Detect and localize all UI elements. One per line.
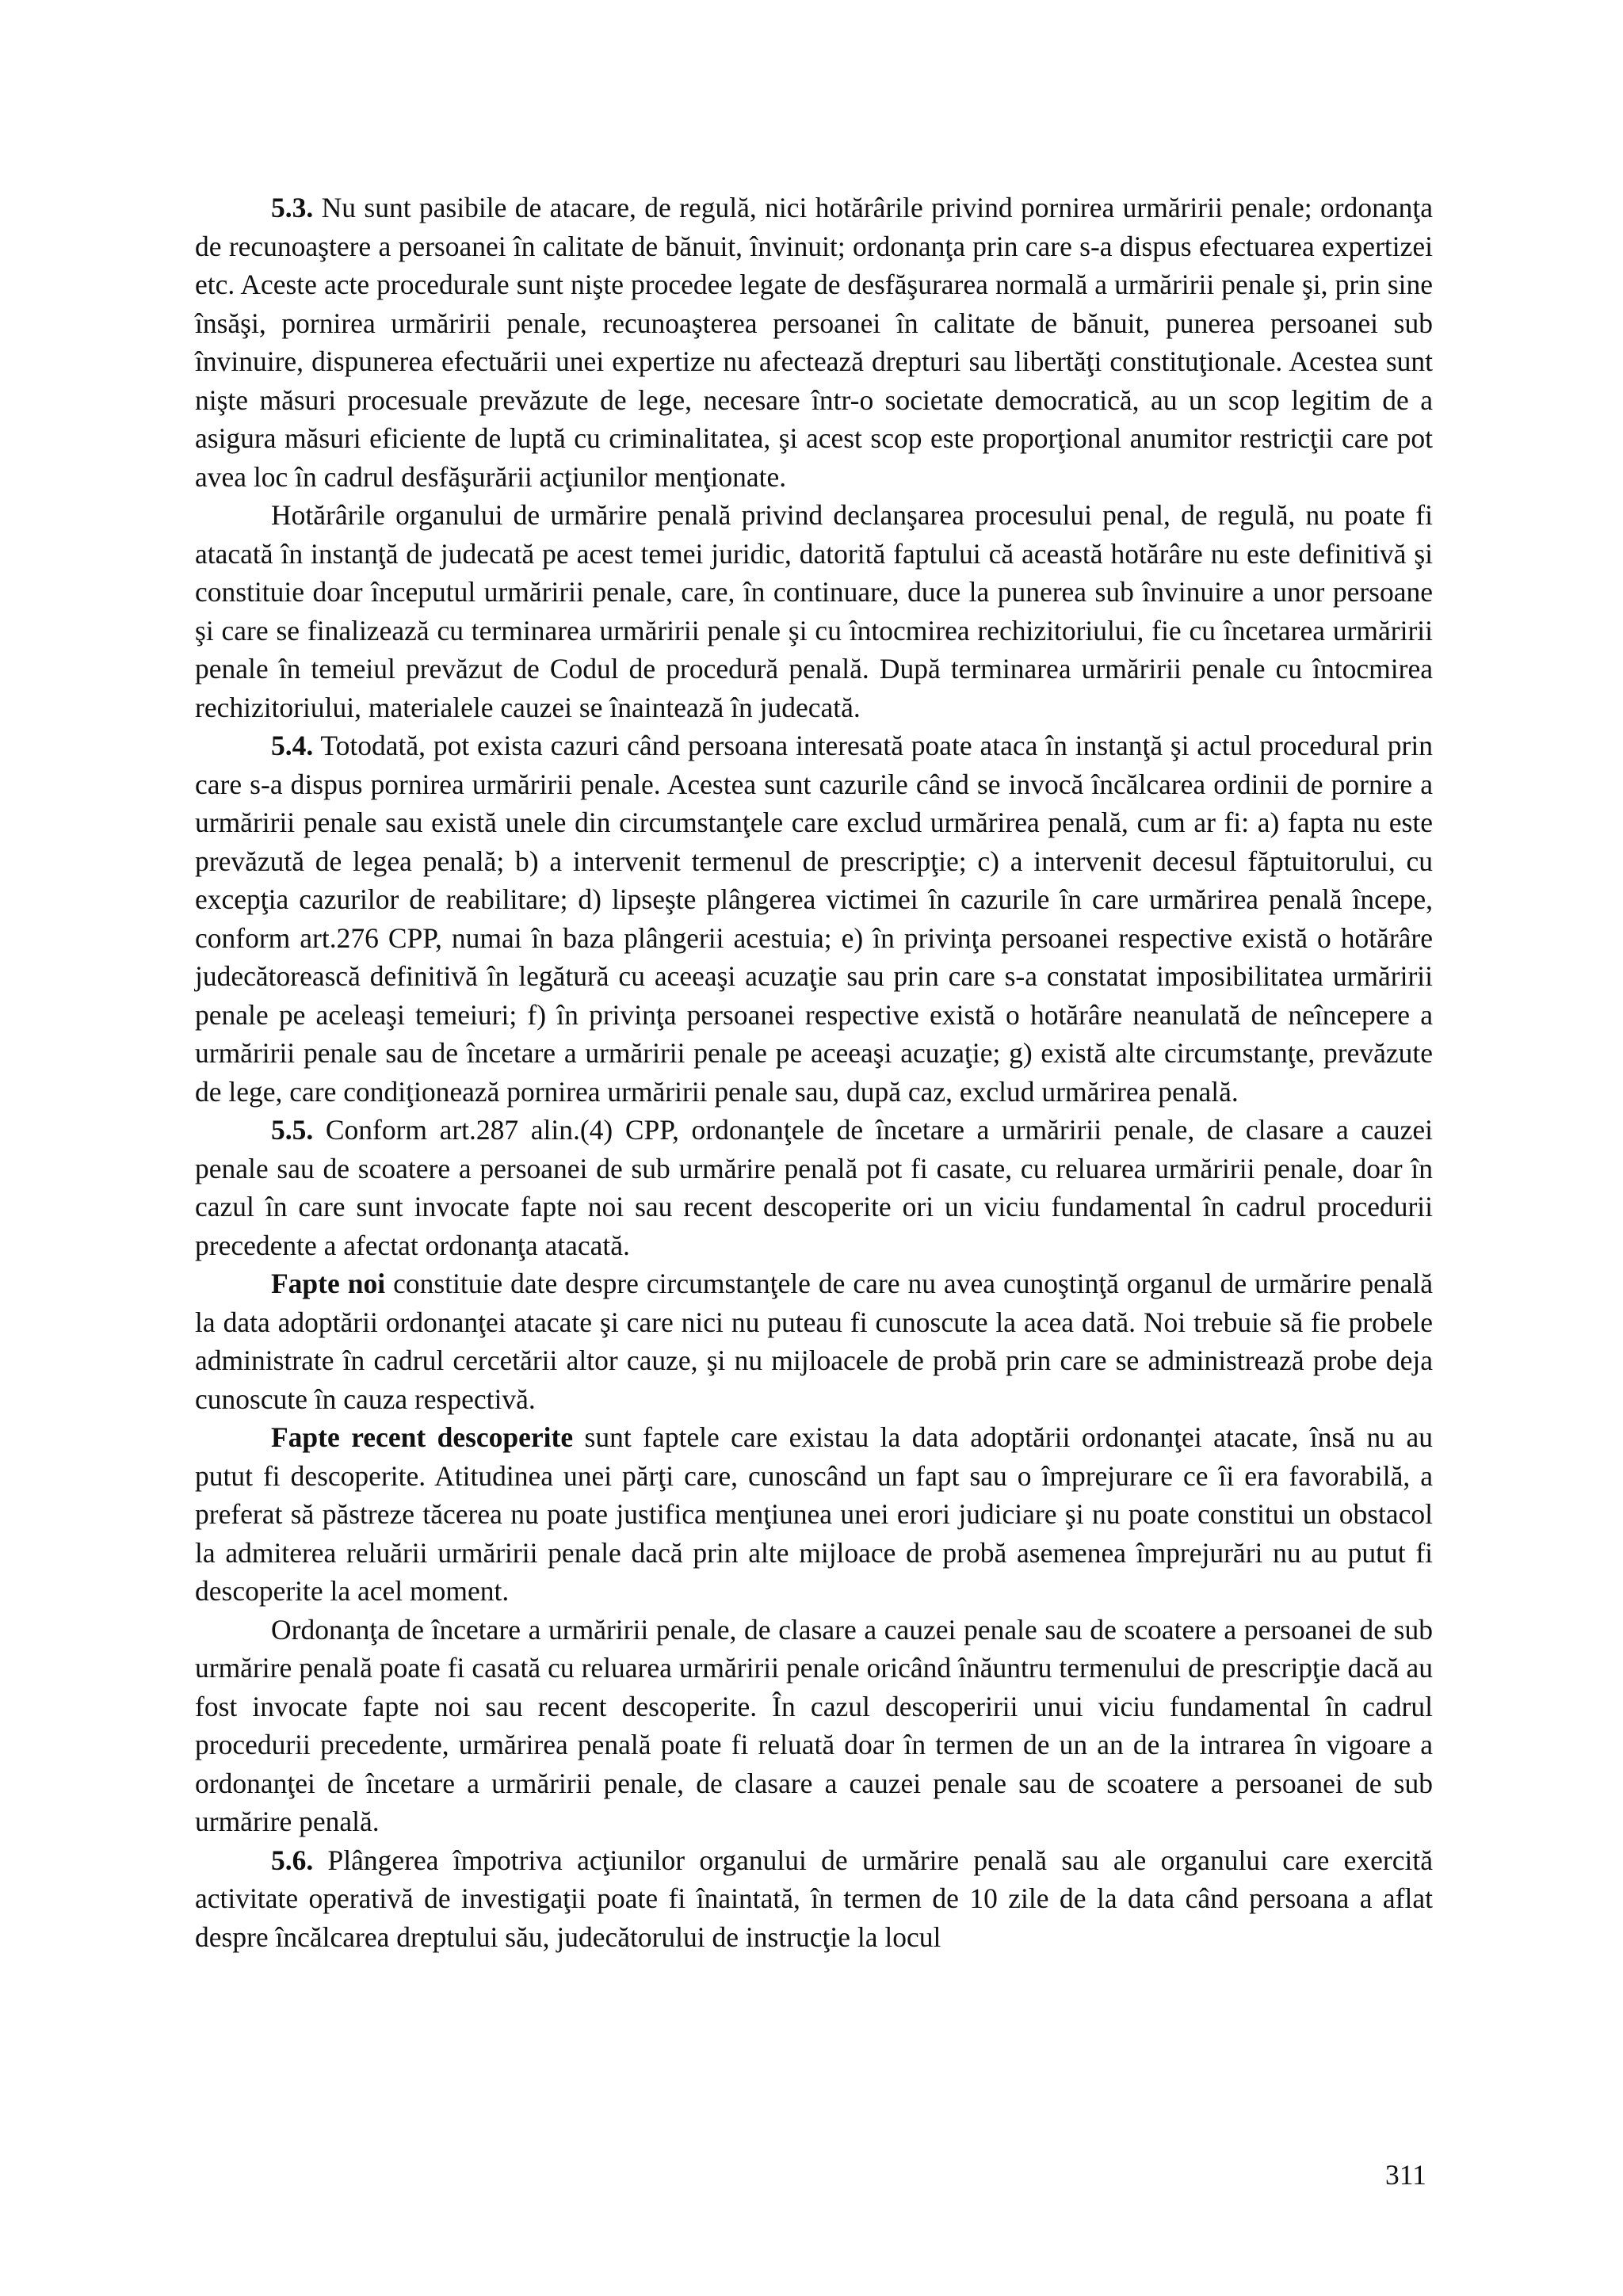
- paragraph-hotararile: [195, 496, 1433, 727]
- paragraph-text: Ordonanţa de încetare a urmăririi penale, de clasare a cauzei penale sau de scoatere a persoanei de sub urmărire penală poate fi casată cu reluarea urmăririi penale oricând înăuntru termenului de prescripţie dacă au fost invocate fapte noi sau recent descoperite. În cazul descoperirii unui viciu fundamental în cadrul procedurii precedente, urmărirea penală poate fi reluată doar în termen de un an de la intrarea în vigoare a ordonanţei de încetare a urmăririi penale, de clasare a cauzei penale sau de scoatere a persoanei de sub urmărire penală.: [195, 1613, 1433, 1837]
- paragraph-fapte-recent-descoperite: [195, 1418, 1433, 1611]
- paragraph-lead: Fapte noi: [271, 1268, 386, 1299]
- paragraph-text: Totodată, pot exista cazuri când persoana interesată poate ataca în instanţă şi actul procedural prin care s-a dispus pornirea urmăririi penale. Acestea sunt cazurile când se invocă încălcarea ordinii de pornire a urmăririi penale sau există unele din circumstanţele care exclud urmărirea penală, cum ar fi: a) fapta nu este prevăzută de legea penală; b) a intervenit termenul de prescripţie; c) a intervenit decesul făptuitorului, cu excepţia cazurilor de reabilitare; d) lipseşte plângerea victimei în cazurile în care urmărirea penală începe, conform art.276 CPP, numai în baza plângerii acestuia; e) în privinţa persoanei respective există o hotărâre judecătorească definitivă în legătură cu aceeaşi acuzaţie sau prin care s-a constatat imposibilitatea urmăririi penale pe aceleaşi temeiuri; f) în privinţa persoanei respective există o hotărâre neanulată de neîncepere a urmăririi penale sau de încetare a urmăririi penale pe aceeaşi acuzaţie; g) există alte circumstanţe, prevăzute de lege, care condiţionează pornirea urmăririi penale sau, după caz, exclud urmărirea penală.: [195, 730, 1433, 1108]
- paragraph-text: Conform art.287 alin.(4) CPP, ordonanţele de încetare a urmăririi penale, de clasare a cauzei penale sau de scoatere a persoanei de sub urmărire penală pot fi casate, cu reluarea urmăririi penale, doar în cazul în care sunt invocate fapte noi sau recent descoperite ori un viciu fundamental în cadrul procedurii precedente a afectat ordonanţa atacată.: [195, 1114, 1433, 1261]
- paragraph-text: Plângerea împotriva acţiunilor organului de urmărire penală sau ale organului care exercită activitate operativă de investigaţii poate fi înaintată, în termen de 10 zile de la data când persoana a aflat despre încălcarea dreptului său, judecătorului de instrucţie la locul: [195, 1844, 1433, 1953]
- paragraph-lead: Fapte recent descoperite: [271, 1421, 574, 1453]
- paragraph-5-5: [195, 1111, 1433, 1264]
- paragraph-5-4: [195, 727, 1433, 1111]
- paragraph-5-3: [195, 189, 1433, 496]
- page-body: [195, 189, 1433, 1956]
- page-number: 311: [1385, 2159, 1426, 2191]
- paragraph-fapte-noi: [195, 1264, 1433, 1418]
- paragraph-text: Nu sunt pasibile de atacare, de regulă, nici hotărârile privind pornirea urmăririi penale; ordonanţa de recunoaştere a persoanei în calitate de bănuit, învinuit; ordonanţa prin care s-a dispus efectuarea expertizei etc. Aceste acte procedurale sunt nişte procedee legate de desfăşurarea normală a urmăririi penale şi, prin sine însăşi, pornirea urmăririi penale, recunoaşterea persoanei în calitate de bănuit, punerea persoanei sub învinuire, dispunerea efectuării unei expertize nu afectează drepturi sau libertăţi constituţionale. Acestea sunt nişte măsuri procesuale prevăzute de lege, necesare într-o societate democratică, au un scop legitim de a asigura măsuri eficiente de luptă cu criminalitatea, şi acest scop este proporţional anumitor restricţii care pot avea loc în cadrul desfăşurării acţiunilor menţionate.: [195, 192, 1433, 493]
- paragraph-5-6: [195, 1841, 1433, 1957]
- paragraph-text: sunt faptele care existau la data adoptării ordonanţei atacate, însă nu au putut fi descoperite. Atitudinea unei părţi care, cunoscând un fapt sau o împrejurare ce îi era favorabilă, a preferat să păstreze tăcerea nu poate justifica menţiunea unei erori judiciare şi nu poate constitui un obstacol la admiterea reluării urmăririi penale dacă prin alte mijloace de probă asemenea împrejurări nu au putut fi descoperite la acel moment.: [195, 1421, 1433, 1607]
- paragraph-text: constituie date despre circumstanţele de care nu avea cunoştinţă organul de urmărire penală la data adoptării ordonanţei atacate şi care nici nu puteau fi cunoscute la acea dată. Noi trebuie să fie probele administrate în cadrul cercetării altor cauze, şi nu mijloacele de probă prin care se administrează probe deja cunoscute în cauza respectivă.: [195, 1268, 1433, 1415]
- paragraph-lead: 5.6.: [271, 1844, 314, 1876]
- paragraph-lead: 5.5.: [271, 1114, 314, 1146]
- paragraph-text: Hotărârile organului de urmărire penală privind declanşarea procesului penal, de regulă, nu poate fi atacată în instanţă de judecată pe acest temei juridic, datorită faptului că această hotărâre nu este definitivă şi constituie doar începutul urmăririi penale, care, în continuare, duce la punerea sub învinuire a unor persoane şi care se finalizează cu terminarea urmăririi penale şi cu întocmirea rechizitoriului, fie cu încetarea urmăririi penale în temeiul prevăzut de Codul de procedură penală. După terminarea urmăririi penale cu întocmirea rechizitoriului, materialele cauzei se înaintează în judecată.: [195, 499, 1433, 723]
- paragraph-ordonanta: [195, 1611, 1433, 1841]
- paragraph-lead: 5.4.: [271, 730, 314, 761]
- paragraph-lead: 5.3.: [271, 192, 314, 223]
